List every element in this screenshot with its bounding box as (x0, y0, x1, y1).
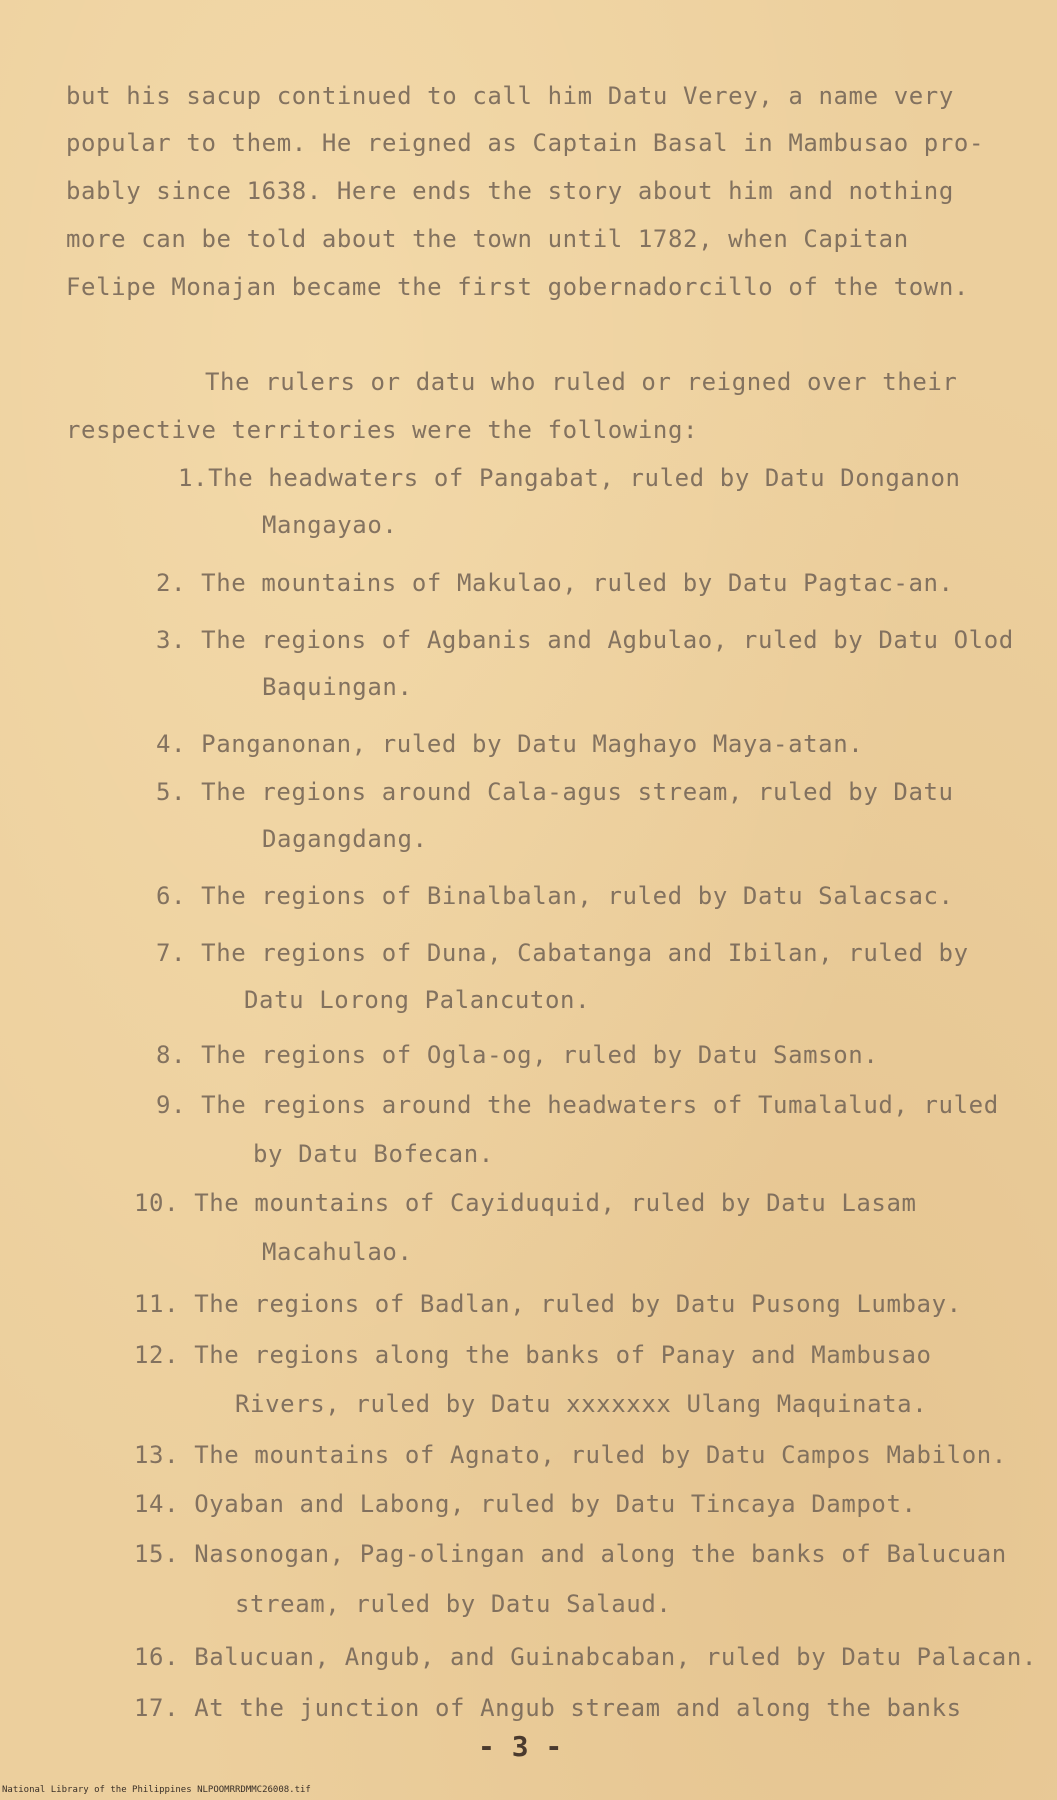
list-item: 2. The mountains of Makulao, ruled by Datu Pagtac-an. (156, 569, 954, 597)
list-item-continuation: Dagangdang. (262, 825, 428, 853)
text-line: Felipe Monajan became the first gobernadorcillo of the town. (66, 273, 969, 301)
list-item: 14. Oyaban and Labong, ruled by Datu Tincaya Dampot. (134, 1490, 917, 1518)
text-line: popular to them. He reigned as Captain Basal in Mambusao pro- (66, 129, 985, 157)
list-item: 15. Nasonogan, Pag-olingan and along the banks of Balucuan (134, 1540, 1007, 1568)
text-line: respective territories were the following: (66, 416, 699, 444)
list-item: 1.The headwaters of Pangabat, ruled by Datu Donganon (178, 464, 961, 492)
list-item-continuation: stream, ruled by Datu Salaud. (235, 1590, 672, 1618)
list-item: 8. The regions of Ogla-og, ruled by Datu Samson. (156, 1041, 879, 1069)
list-item: 12. The regions along the banks of Panay and Mambusao (134, 1341, 932, 1369)
list-item: 16. Balucuan, Angub, and Guinabcaban, ruled by Datu Palacan. (134, 1643, 1037, 1671)
list-item: 10. The mountains of Cayiduquid, ruled by Datu Lasam (134, 1189, 917, 1217)
list-item: 3. The regions of Agbanis and Agbulao, ruled by Datu Olod (156, 626, 1014, 654)
list-item: 5. The regions around Cala-agus stream, ruled by Datu (156, 778, 954, 806)
list-item: 4. Panganonan, ruled by Datu Maghayo Maya-atan. (156, 730, 864, 758)
list-item: 13. The mountains of Agnato, ruled by Datu Campos Mabilon. (134, 1441, 1007, 1469)
list-item: 7. The regions of Duna, Cabatanga and Ibilan, ruled by (156, 939, 969, 967)
list-item: 6. The regions of Binalbalan, ruled by Datu Salacsac. (156, 882, 954, 910)
text-line: more can be told about the town until 1782, when Capitan (66, 225, 909, 253)
list-item-continuation: Mangayao. (262, 511, 398, 539)
list-item-continuation: Datu Lorong Palancuton. (244, 986, 591, 1014)
footer-caption: National Library of the Philippines NLPOOMRRDMMC26008.tif (2, 1785, 311, 1795)
list-item-continuation: by Datu Bofecan. (253, 1140, 494, 1168)
text-line: bably since 1638. Here ends the story about him and nothing (66, 177, 954, 205)
text-line: but his sacup continued to call him Datu Verey, a name very (66, 82, 954, 110)
page-number: - 3 - (478, 1730, 563, 1763)
list-item: 9. The regions around the headwaters of Tumalalud, ruled (156, 1091, 999, 1119)
list-item-continuation: Baquingan. (262, 673, 413, 701)
list-item-continuation: Macahulao. (262, 1238, 413, 1266)
list-item: 11. The regions of Badlan, ruled by Datu Pusong Lumbay. (134, 1290, 962, 1318)
list-item: 17. At the junction of Angub stream and along the banks (134, 1694, 962, 1722)
text-line: The rulers or datu who ruled or reigned over their (205, 368, 958, 396)
list-item-continuation: Rivers, ruled by Datu xxxxxxx Ulang Maquinata. (235, 1390, 928, 1418)
